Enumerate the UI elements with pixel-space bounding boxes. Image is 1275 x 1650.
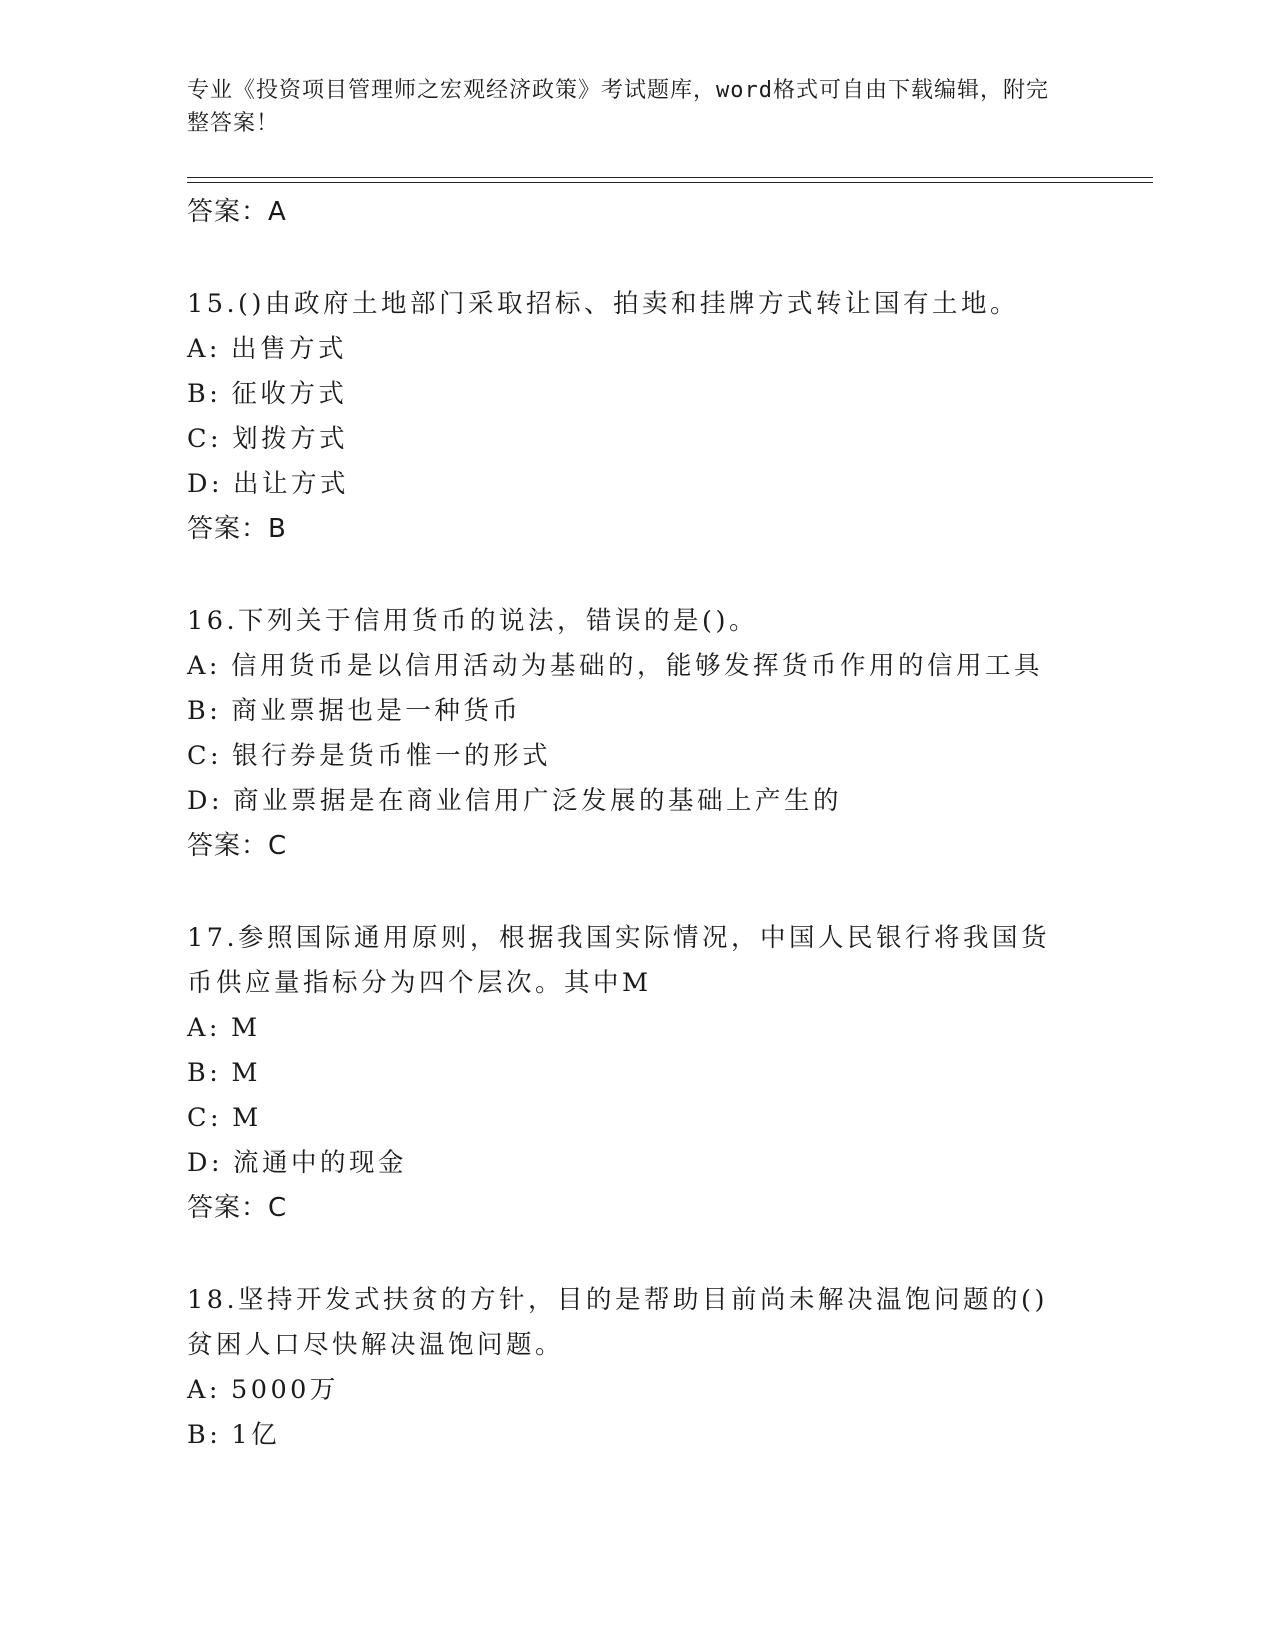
option-key: C <box>187 1103 211 1133</box>
option-key: B <box>187 1420 210 1450</box>
question-block <box>187 282 1087 551</box>
question-block <box>187 599 1087 868</box>
option-key: B <box>187 1058 210 1088</box>
option-key: A <box>187 1013 209 1043</box>
option-b <box>187 689 1087 734</box>
answer-line: 答案：B <box>187 514 287 544</box>
option-text: 1亿 <box>231 1420 281 1450</box>
option-key: D <box>187 786 211 816</box>
answer-line: 答案：C <box>187 831 288 861</box>
option-text: 出让方式 <box>233 469 350 499</box>
document-header: 专业《投资项目管理师之宏观经济政策》考试题库，word格式可自由下载编辑，附完整答案！ <box>187 78 1049 136</box>
option-key: D <box>187 469 211 499</box>
option-key: A <box>187 651 209 681</box>
option-separator: : <box>208 651 222 681</box>
question-text: 16.下列关于信用货币的说法，错误的是()。 <box>187 606 758 636</box>
option-text: 银行券是货币惟一的形式 <box>232 741 552 771</box>
answer-line: 答案：C <box>187 1193 288 1223</box>
option-text: M <box>232 1103 262 1133</box>
option-separator: : <box>210 1103 223 1133</box>
option-text: 信用货币是以信用活动为基础的，能够发挥货币作用的信用工具 <box>231 651 1044 681</box>
option-key: B <box>187 379 210 409</box>
option-d <box>187 1141 1087 1186</box>
option-separator: : <box>209 696 222 726</box>
option-separator: : <box>209 379 222 409</box>
option-separator: : <box>210 424 223 454</box>
option-c <box>187 417 1087 462</box>
question-text: 17.参照国际通用原则，根据我国实际情况，中国人民银行将我国货币供应量指标分为四个层次。其中M <box>187 923 1051 998</box>
option-separator: : <box>210 1148 224 1178</box>
answer-line: 答案：A <box>187 197 287 227</box>
option-a <box>187 327 1087 372</box>
header-divider-bottom <box>187 182 1153 183</box>
option-b <box>187 372 1087 417</box>
option-text: 流通中的现金 <box>233 1148 408 1178</box>
option-separator: : <box>209 1058 222 1088</box>
option-separator: : <box>210 469 224 499</box>
option-text: 5000万 <box>231 1375 339 1405</box>
question-block <box>187 916 1087 1230</box>
option-d <box>187 462 1087 507</box>
option-separator: : <box>210 786 224 816</box>
option-separator: : <box>208 1375 222 1405</box>
question-list <box>187 190 1087 1458</box>
option-d <box>187 779 1087 824</box>
option-key: C <box>187 741 211 771</box>
question-block <box>187 1278 1087 1458</box>
header-divider-top <box>187 177 1153 178</box>
option-text: 出售方式 <box>231 334 348 364</box>
option-key: C <box>187 424 211 454</box>
option-separator: : <box>208 334 222 364</box>
option-separator: : <box>209 1420 222 1450</box>
option-key: B <box>187 696 210 726</box>
option-b <box>187 1051 1087 1096</box>
option-text: 征收方式 <box>231 379 348 409</box>
option-key: D <box>187 1148 211 1178</box>
option-separator: : <box>210 741 223 771</box>
option-a <box>187 1368 1087 1413</box>
option-text: M <box>231 1058 261 1088</box>
option-c <box>187 734 1087 779</box>
option-text: 商业票据也是一种货币 <box>231 696 522 726</box>
question-text: 15.()由政府土地部门采取招标、拍卖和挂牌方式转让国有土地。 <box>187 289 1019 319</box>
option-text: 划拨方式 <box>232 424 349 454</box>
option-a <box>187 1006 1087 1051</box>
option-key: A <box>187 1375 209 1405</box>
option-key: A <box>187 334 209 364</box>
option-text: 商业票据是在商业信用广泛发展的基础上产生的 <box>233 786 843 816</box>
option-b <box>187 1413 1087 1458</box>
option-c <box>187 1096 1087 1141</box>
option-a <box>187 644 1087 689</box>
question-text: 18.坚持开发式扶贫的方针，目的是帮助目前尚未解决温饱问题的()贫困人口尽快解决温饱问题。 <box>187 1285 1048 1360</box>
option-text: M <box>231 1013 261 1043</box>
option-separator: : <box>208 1013 222 1043</box>
